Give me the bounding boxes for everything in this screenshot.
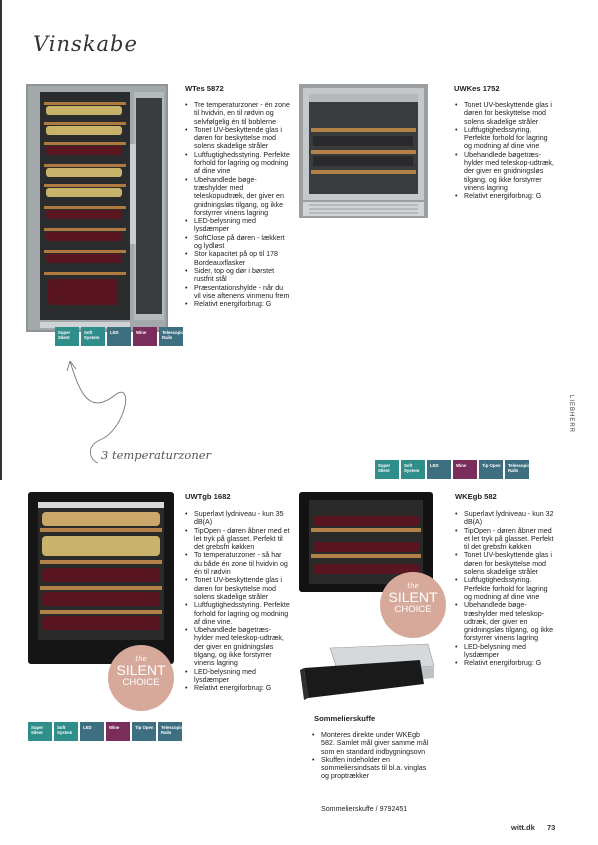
uwtgb-feature-badges xyxy=(28,722,182,741)
uwtgb-fridge-image xyxy=(28,492,174,664)
sommelier-item-number: Sommelierskuffe / 9792451 xyxy=(321,805,408,813)
wkegb-title: WKEgb 582 xyxy=(455,492,497,501)
silent-badge-line2: CHOICE xyxy=(394,604,432,615)
list-item: • TipOpen - døren åbner med et let tryk på glasset. Perfekt til det grebsfri køkken xyxy=(455,527,555,552)
silent-choice-badge-left xyxy=(108,645,174,711)
wkegb-feature-badges xyxy=(375,460,529,479)
list-item: • Ubehandlede bøge-træshylder med teleskopudtræk, der giver en gnidningsløs tilgang, og ikke forstyrrer vinens lagring xyxy=(185,176,290,217)
silent-badge-line1: SILENT xyxy=(388,589,438,605)
badge-tip-open: Tip Open xyxy=(479,460,503,479)
badge-soft-system: Soft System xyxy=(81,327,105,346)
uwtgb-title: UWTgb 1682 xyxy=(185,492,231,501)
list-item: • Luftfugtighedsstyring. Perfekte forhold for lagring og modning af dine vine xyxy=(455,126,555,151)
list-item: • Skuffen indeholder en sommeliersindsats til bl.a. vinglas og proptrækker xyxy=(312,756,434,781)
list-item: • Luftfugtighedsstyring. Perfekte forhold for lagring og modning af dine vine xyxy=(185,151,290,176)
uwtgb-feature-list xyxy=(185,510,290,693)
uwkes-feature-list xyxy=(455,101,555,201)
wkegb-feature-list xyxy=(455,510,555,668)
silent-badge-the: the xyxy=(135,655,147,663)
badge-wine: Wine xyxy=(453,460,477,479)
list-item: • Ubehandlede bøge-træshylder med teleskop-udtræk, der giver en gnidningsløs tilgang, og ikke forstyrrer vinens lagring xyxy=(455,601,555,642)
list-item: • Relativt energiforbrug: G xyxy=(185,684,290,692)
uwkes-fridge-image xyxy=(299,84,428,218)
badge-super-silent: Super Silent xyxy=(55,327,79,346)
badge-telescopic-rails: Telescopic Rails xyxy=(159,327,183,346)
sommelier-drawer-image xyxy=(300,642,435,704)
list-item: • LED-belysning med lysdæmper xyxy=(455,643,555,660)
footer-site: witt.dk xyxy=(511,823,535,832)
badge-tip-open: Tip Open xyxy=(132,722,156,741)
wtes-feature-list xyxy=(185,101,290,308)
list-item: • TipOpen - døren åbner med et let tryk på glasset. Perfekt til det grebsfri køkken xyxy=(185,527,290,552)
uwkes-title: UWKes 1752 xyxy=(454,84,500,93)
badge-led: LED xyxy=(107,327,131,346)
badge-wine: Wine xyxy=(106,722,130,741)
silent-badge-line2: CHOICE xyxy=(122,677,160,688)
badge-led: LED xyxy=(80,722,104,741)
list-item: • Relativt energiforbrug: G xyxy=(185,300,290,308)
list-item: • Monteres direkte under WKEgb 582. Samlet mål giver samme mål som en standard indbygningsovn xyxy=(312,731,434,756)
list-item: • SoftClose på døren - lækkert og lydløst xyxy=(185,234,290,251)
badge-soft-system: Soft System xyxy=(54,722,78,741)
silent-choice-badge-right xyxy=(380,572,446,638)
silent-badge-the: the xyxy=(407,582,419,590)
list-item: • Ubehandlede bøgetræs-hylder med teleskop-udtræk, der giver en gnidningsløs tilgang, og ikke forstyrrer vinens lagring xyxy=(185,626,290,667)
annotation-text: 3 temperaturzoner xyxy=(101,448,212,462)
list-item: • Sider, top og dør i børstet rustfrit stål xyxy=(185,267,290,284)
list-item: • Tonet UV-beskyttende glas i døren for beskyttelse mod solens skadelige stråler xyxy=(455,551,555,576)
list-item: • Tre temperaturzoner - én zone til hvidvin, en til rødvin og selvfølgelig én til boblerne xyxy=(185,101,290,126)
list-item: • Tonet UV-beskyttende glas i døren for beskyttelse mod solens skadelige stråler xyxy=(455,101,555,126)
list-item: • Relativt energiforbrug: G xyxy=(455,192,555,200)
wtes-fridge-image xyxy=(26,84,168,332)
list-item: • Superlavt lydniveau - kun 35 dB(A) xyxy=(185,510,290,527)
list-item: • Tonet UV-beskyttende glas i døren for beskyttelse mod solens skadelige stråler xyxy=(185,576,290,601)
badge-wine: Wine xyxy=(133,327,157,346)
wtes-feature-badges xyxy=(55,327,183,346)
silent-badge-line1: SILENT xyxy=(116,662,166,678)
badge-led: LED xyxy=(427,460,451,479)
list-item: • Stor kapacitet på op til 178 Bordeauxflasker xyxy=(185,250,290,267)
page-title: Vinskabe xyxy=(33,32,138,56)
page-left-rule xyxy=(0,0,2,480)
badge-super-silent: Super Silent xyxy=(28,722,52,741)
sommelier-feature-list xyxy=(312,731,434,781)
list-item: • Præsentationshylde - når du vil vise aftenens vinmenu frem xyxy=(185,284,290,301)
brand-vertical-text: LIEBHERR xyxy=(568,395,574,434)
badge-telescopic-rails: Telescopic Rails xyxy=(505,460,529,479)
badge-soft-system: Soft System xyxy=(401,460,425,479)
list-item: • To temperaturzoner - så har du både én zone til hvidvin og én til rødvin xyxy=(185,551,290,576)
footer-page-number: 73 xyxy=(547,823,556,832)
list-item: • LED-belysning med lysdæmper xyxy=(185,668,290,685)
badge-super-silent: Super Silent xyxy=(375,460,399,479)
sommelier-title: Sommelierskuffe xyxy=(314,714,376,723)
list-item: • Superlavt lydniveau - kun 32 dB(A) xyxy=(455,510,555,527)
list-item: • Relativt energiforbrug: G xyxy=(455,659,555,667)
list-item: • Luftfugtighedsstyring. Perfekte forhold for lagring og modning af dine vine. xyxy=(185,601,290,626)
list-item: • Ubehandlede bøgetræs-hylder med teleskop-udtræk, der giver en gnidningsløs tilgang, og ikke forstyrrer vinens lagring xyxy=(455,151,555,192)
wtes-title: WTes 5872 xyxy=(185,84,224,93)
badge-telescopic-rails: Telescopic Rails xyxy=(158,722,182,741)
list-item: • Tonet UV-beskyttende glas i døren for beskyttelse mod solens skadelige stråler xyxy=(185,126,290,151)
list-item: • LED-belysning med lysdæmper xyxy=(185,217,290,234)
list-item: • Luftfugtighedsstyring. Perfekte forhold for lagring og modning af dine vine xyxy=(455,576,555,601)
